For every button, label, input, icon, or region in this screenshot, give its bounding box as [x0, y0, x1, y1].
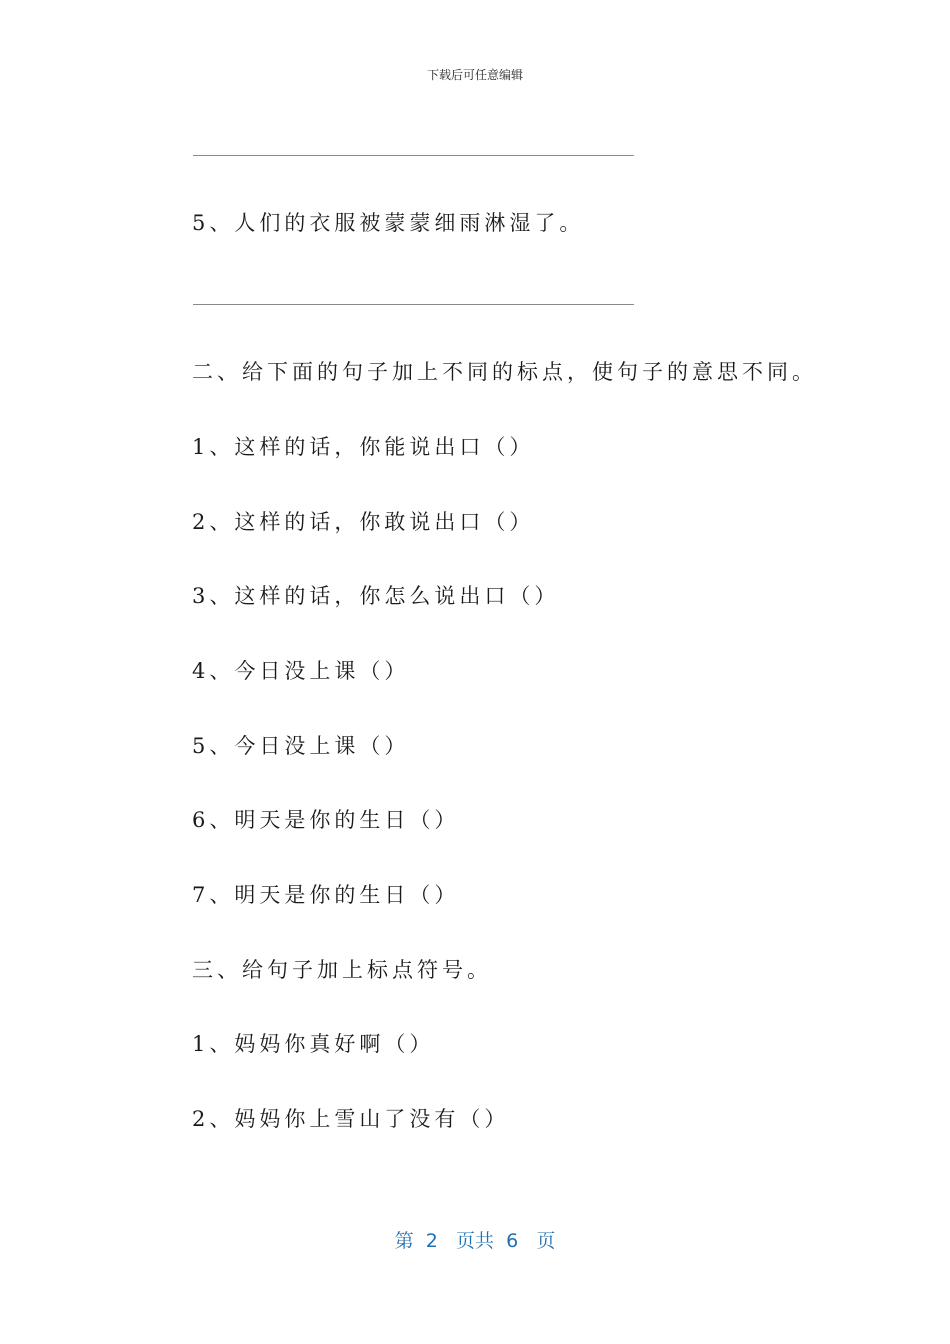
section-2-item-2: 2、这样的话，你敢说出口（） — [192, 510, 535, 534]
section-3-item-2: 2、妈妈你上雪山了没有（） — [192, 1107, 510, 1131]
section-2-item-1: 1、这样的话，你能说出口（） — [192, 435, 535, 459]
section-2-item-7: 7、明天是你的生日（） — [192, 883, 460, 907]
footer-page-number: 2 — [425, 1230, 438, 1252]
footer-total-pages: 6 — [506, 1230, 519, 1252]
section-2-item-6: 6、明天是你的生日（） — [192, 808, 460, 832]
section-2-item-4: 4、今日没上课（） — [192, 659, 410, 683]
footer-label-before: 第 — [394, 1230, 414, 1252]
section-3-heading: 三、给句子加上标点符号。 — [192, 958, 492, 982]
footer-label-after: 页 — [536, 1230, 556, 1252]
section-2-item-3: 3、这样的话，你怎么说出口（） — [192, 584, 560, 608]
answer-line — [193, 304, 634, 305]
question-5-sentence: 5、人们的衣服被蒙蒙细雨淋湿了。 — [192, 211, 585, 235]
section-2-item-5: 5、今日没上课（） — [192, 734, 410, 758]
page-footer — [0, 1226, 950, 1253]
section-3-item-1: 1、妈妈你真好啊（） — [192, 1032, 435, 1056]
answer-line — [193, 155, 634, 156]
page-header: 下载后可任意编辑 — [426, 68, 523, 82]
footer-label-middle: 页共 — [455, 1230, 494, 1252]
section-2-heading: 二、给下面的句子加上不同的标点，使句子的意思不同。 — [192, 360, 817, 384]
